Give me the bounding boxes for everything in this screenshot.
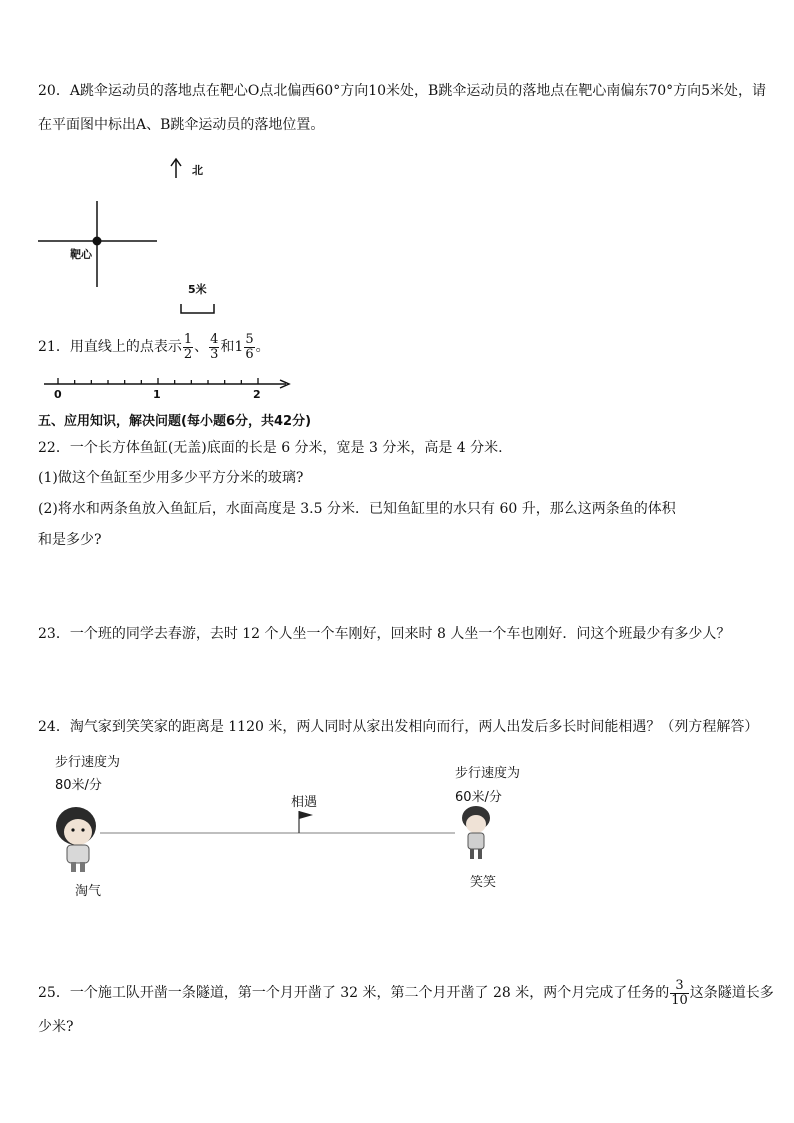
q21-prefix: 21．用直线上的点表示 xyxy=(38,339,182,355)
target-center-dot xyxy=(93,237,102,246)
q22-line4: 和是多少? xyxy=(38,532,102,548)
taoqi-speed-value: 80米/分 xyxy=(55,778,102,793)
frac-den: 3 xyxy=(210,346,219,362)
fraction-5-6 xyxy=(244,333,254,362)
north-label: 北 xyxy=(192,164,203,177)
q21-end: 。 xyxy=(255,339,270,355)
q22-line1: 22．一个长方体鱼缸(无盖)底面的长是 6 分米，宽是 3 分米，高是 4 分米. xyxy=(38,440,503,456)
taoqi-name: 淘气 xyxy=(75,884,102,899)
frac-num: 4 xyxy=(210,331,219,347)
q21-sep: 、 xyxy=(194,339,209,355)
xiaoxiao-speed-label: 步行速度为 xyxy=(455,766,521,781)
taoqi-speed-label: 步行速度为 xyxy=(55,755,121,770)
xiaoxiao-name: 笑笑 xyxy=(470,875,497,890)
target-center-label: 靶心 xyxy=(70,248,92,261)
q25-pre: 25．一个施工队开凿一条隧道，第一个月开凿了 32 米，第二个月开凿了 28 米，两个月完成了任务的 xyxy=(38,985,670,1001)
frac-den: 2 xyxy=(183,346,193,362)
frac-num: 3 xyxy=(670,979,689,994)
frac-den: 10 xyxy=(671,992,688,1008)
q21-and: 和1 xyxy=(220,339,244,355)
tick-label-0: 0 xyxy=(54,388,62,401)
number-line-ticks xyxy=(58,378,258,384)
tick-label-2: 2 xyxy=(253,388,261,401)
q20-line2: 在平面图中标出A、B跳伞运动员的落地位置。 xyxy=(38,117,325,133)
q25-post: 这条隧道长多 xyxy=(689,985,774,1001)
q21-text xyxy=(38,330,270,364)
fraction-4-3 xyxy=(209,333,219,362)
tick-label-1: 1 xyxy=(153,388,161,401)
frac-num: 1 xyxy=(183,331,193,347)
q25-line1 xyxy=(38,976,774,1010)
xiaoxiao-figure-icon xyxy=(462,806,490,859)
q20-line1: 20．A跳伞运动员的落地点在靶心O点北偏西60°方向10米处，B跳伞运动员的落地点在靶心南偏东70°方向5米处，请 xyxy=(38,83,767,99)
meet-label: 相遇 xyxy=(291,795,318,810)
q25-line2: 少米? xyxy=(38,1019,74,1035)
q23-text: 23．一个班的同学去春游，去时 12 个人坐一个车刚好，回来时 8 人坐一个车也刚好．问这个班最少有多少人？ xyxy=(38,626,731,642)
taoqi-figure-icon xyxy=(56,807,96,872)
xiaoxiao-speed-value: 60米/分 xyxy=(455,790,502,805)
frac-num: 5 xyxy=(245,331,254,347)
section-5-heading: 五、应用知识，解决问题(每小题6分，共42分) xyxy=(38,414,312,429)
q24-text: 24．淘气家到笑笑家的距离是 1120 米，两人同时从家出发相向而行，两人出发后多长时间能相遇？（列方程解答） xyxy=(38,719,759,735)
q22-line3: (2)将水和两条鱼放入鱼缸后，水面高度是 3.5 分米．已知鱼缸里的水只有 60 升，那么这两条鱼的体积 xyxy=(38,501,676,517)
frac-den: 6 xyxy=(245,346,254,362)
fraction-1-2 xyxy=(183,333,193,362)
q22-line2: (1)做这个鱼缸至少用多少平方分米的玻璃? xyxy=(38,470,304,486)
scale-label: 5米 xyxy=(188,283,207,296)
fraction-3-10 xyxy=(670,979,689,1008)
scale-bar xyxy=(181,304,214,313)
flag-icon xyxy=(299,811,313,819)
